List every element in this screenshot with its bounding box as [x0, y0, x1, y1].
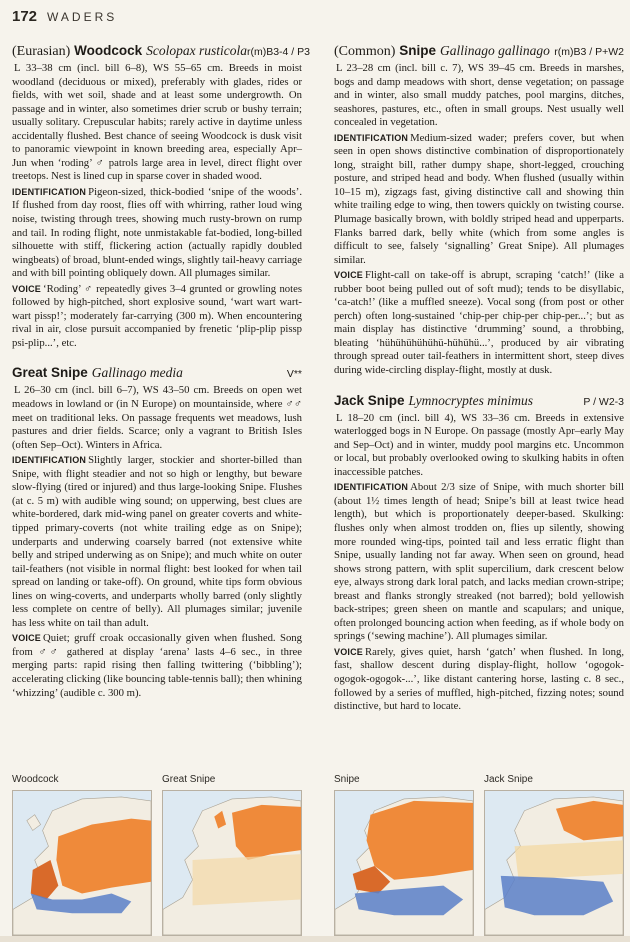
- paragraph-text: ‘Roding’ ♂ repeatedly gives 3–4 grunted or growling notes followed by high-pitched, short explosive sound, ‘wart wart wart-wart pissp!’; moderately far-carrying (300 m). When encountering rival in air, close pursuit accompanied by frenetic ‘plip-plip pissp psi-plip...’, etc.: [12, 282, 302, 349]
- paragraph-text: Rarely, gives quiet, harsh ‘gatch’ when flushed. In long, fast, shallow descent during display-flight, hollow ‘ogogok-ogogok-ogogok-...’, like distant cantering horse, lasting c. 8 sec., followed by a series of muffled, high-pitched, fizzing notes; sound distinctive, but hard to locate.: [334, 645, 624, 713]
- paragraph-label: VOICE: [334, 646, 364, 657]
- species-snipe: [334, 42, 624, 378]
- scientific-name: Gallinago media: [91, 365, 183, 381]
- snipe-range-map: [334, 790, 474, 936]
- species-heading: [334, 42, 624, 61]
- map-caption: Snipe: [334, 774, 360, 785]
- map-jack-snipe: [484, 774, 624, 936]
- status-code: P / W2-3: [583, 395, 624, 408]
- paragraph-label: IDENTIFICATION: [334, 482, 409, 493]
- map-caption: Great Snipe: [162, 774, 216, 785]
- woodcock-range-map: [12, 790, 152, 936]
- running-title: WADERS: [47, 10, 118, 24]
- map-great-snipe: [162, 774, 302, 936]
- page-header: [12, 8, 117, 30]
- status-code: V**: [286, 368, 302, 381]
- species-name: [12, 43, 142, 58]
- paragraph-text: L 26–30 cm (incl. bill 6–7), WS 43–50 cm. Breeds on open wet meadows in lowland or (in N Europe) on mountainside, where ♂♂ meet on traditional leks. On passage frequents wet meadows, lush pastures and drier fields. Scarce; only a vagrant to British Isles (often Sep–Oct). Winters in Africa.: [12, 384, 302, 451]
- page-bottom-edge: [0, 936, 630, 942]
- voice-paragraph: [12, 632, 302, 700]
- species-great-snipe: [12, 364, 302, 700]
- map-woodcock: [12, 774, 152, 936]
- jack-snipe-range-map: [484, 790, 624, 936]
- identification-paragraph: [334, 132, 624, 267]
- status-code: r(m)B3 / P+W2: [554, 46, 624, 58]
- paragraph-label: VOICE: [12, 633, 42, 644]
- identification-paragraph: [12, 454, 302, 630]
- paragraph-label: IDENTIFICATION: [12, 455, 87, 466]
- species-name: Great Snipe: [12, 365, 88, 381]
- paragraph-text: Quiet; gruff croak occasionally given when flushed. Song from ♂♂ gathered at display ‘arena’ lasts 4–6 sec., in three merging parts: rapid rising then falling twittering (‘bibbling’); accelerating clicking (like bouncing table-tennis ball); then whining ‘whizzing’ (audible c. 300 m).: [12, 632, 302, 699]
- paragraph-text: About 2/3 size of Snipe, with much shorter bill (about 1½ times length of head; Snipe’s bill at least twice head length), but which is proportionately deeper-based. Skulking: flushes only when almost trodden on, flies up silently, showing more rounded wing-tips, pointed tail and less erratic flight than Snipe, usually landing not far away. When seen on ground, head shows strong pattern, with split supercilium, dark crescent below eye, always strong dark loral patch, and lacks median crown-stripe; breast and flanks strongly streaked (not barred); bold yellowish back-stripes; green sheen on mantle and scapulars; and unique, often prolonged bouncing action when feeding, as if whole body on springs (‘sewing machine’). All plumages similar.: [334, 481, 624, 643]
- species-name: [334, 43, 436, 58]
- voice-paragraph: [334, 269, 624, 377]
- page-number: 172: [12, 8, 38, 25]
- paragraph-text: Medium-sized wader; prefers cover, but when seen in open shows distinctive combination of disproportionately long, straight bill, rather dumpy shape, short-legged, crouching posture, and striped head and body. When flushed (usually within 10–15 m), zigzags fast, giving distinctive call and showing thin white trailing edge to wing, then towers quickly on twisting course. Plumage basically brown, with boldly striped head and upperparts. Flanks barred dark, belly white (which from some angles is difficult to see, falsely ‘signalling’ Great Snipe). All plumages similar.: [334, 131, 624, 266]
- identification-paragraph: [12, 186, 302, 281]
- body-paragraph: [12, 384, 302, 452]
- paragraph-text: L 18–20 cm (incl. bill 4), WS 33–36 cm. Breeds in extensive waterlogged bogs in N Europe. On passage (mostly Apr–early May and Sep–Oct) and in winter, muddy pool margins etc. Uncommon or local, but probably overlooked owing to skulking habits in often inaccessible patches.: [334, 411, 624, 478]
- scientific-name: Gallinago gallinago: [439, 43, 550, 58]
- name-main: Snipe: [399, 43, 436, 58]
- map-caption: Woodcock: [12, 774, 59, 785]
- species-woodcock: [12, 42, 310, 350]
- paragraph-text: L 33–38 cm (incl. bill 6–8), WS 55–65 cm. Breeds in moist woodland (deciduous or mixed), preferably with glades, rides or fields, with wet soil, shade and at least some undergrowth. On passage and in winter, also sometimes drier scrub or bushy terrain; usually solitary. Crepuscular habits; rarely active in daytime unless accidentally flushed. Best chance of seeing Woodcock is dusk visit to panoramic viewpoint in known breeding area, especially Apr–Jun when ‘roding’ ♂ patrols large area in level, direct flight over treetops. Nest is lined cup in sparse cover in shaded wood.: [12, 62, 302, 183]
- body-paragraph: [334, 62, 624, 130]
- paragraph-label: VOICE: [334, 270, 364, 281]
- species-name: Jack Snipe: [334, 392, 405, 408]
- species-heading: [12, 42, 310, 61]
- paragraph-label: VOICE: [12, 283, 42, 294]
- identification-paragraph: [334, 481, 624, 644]
- voice-paragraph: [334, 646, 624, 714]
- scientific-name: Lymnocryptes minimus: [408, 392, 534, 408]
- great-snipe-range-map: [162, 790, 302, 936]
- species-heading: [12, 364, 302, 383]
- species-jack-snipe: [334, 392, 624, 714]
- body-paragraph: [12, 62, 302, 184]
- paragraph-label: IDENTIFICATION: [12, 186, 87, 197]
- name-prefix: (Common): [334, 44, 396, 59]
- paragraph-text: Slightly larger, stockier and shorter-billed than Snipe, with flight steadier and not so high or lengthy, but beware slow-flying (tired or injured) and thus large-looking Snipe. Flushes (at c. 5 m) with audible wing sound; on upperwing, best clues are white-bordered, dark mid-wing panel on greater coverts and white-tipped primary-coverts (not white trailing edge as on Snipe); underparts and underwing coarsely barred (not extensive white belly and striped underwing as on Snipe); and much white on outer tail-feathers (not visible in normal flight: best looked for when tail spread on landing or take-off). On ground, white tips form obvious lines on wing-coverts, and underparts wholly barred (only slightly less complete on centre of belly). All plumages similar; juvenile has less white on tail than adult.: [12, 454, 302, 629]
- right-column: [334, 42, 624, 728]
- paragraph-text: L 23–28 cm (incl. bill c. 7), WS 39–45 cm. Breeds in marshes, bogs and damp meadows with short, dense vegetation; on passage and in winter, also small muddy patches, pool margins, ditches, seashores, pastures, etc., often in small groups. Nest usually well concealed in vegetation.: [334, 62, 624, 129]
- paragraph-text: Flight-call on take-off is abrupt, scraping ‘catch!’ (like a rubber boot being pulled out of soft mud); tends to be disyllabic, ‘ca-atch!’ (like a muffled sneeze). Vocal song (from post or other perch) often long-sustained ‘chip-per chip-per chip-per...’; but as main display has distinctive ‘drumming’ sound, a throbbing, bleating ‘hühühühühühü-hühühü...’, produced by air vibrating through spread outer tail-feathers in intermittent short, steep dives during wide-circling display-flight, mostly at dusk.: [334, 269, 624, 377]
- voice-paragraph: [12, 283, 302, 351]
- status-code: r(m)B3-4 / P3: [246, 46, 310, 58]
- body-paragraph: [334, 412, 624, 480]
- left-column: [12, 42, 310, 714]
- paragraph-label: IDENTIFICATION: [334, 132, 409, 143]
- paragraph-text: Pigeon-sized, thick-bodied ‘snipe of the woods’. If flushed from day roost, flies off with whirring, rather loud wing noise, twisting through trees, showing much rusty-brown on rump and tail. In roding flight, note unmistakable fat-bodied, long-billed silhouette with stiff, flickering action (actually rapidly doubled wingbeats) of broad, blunt-ended wings, slightly tail-heavy carriage and with bill pointing obliquely down. All plumages similar.: [12, 185, 302, 280]
- species-heading: [334, 392, 624, 411]
- map-snipe: [334, 774, 474, 936]
- name-main: Woodcock: [74, 43, 143, 58]
- name-prefix: (Eurasian): [12, 44, 71, 59]
- scientific-name: Scolopax rusticola: [146, 43, 247, 58]
- map-caption: Jack Snipe: [484, 774, 533, 785]
